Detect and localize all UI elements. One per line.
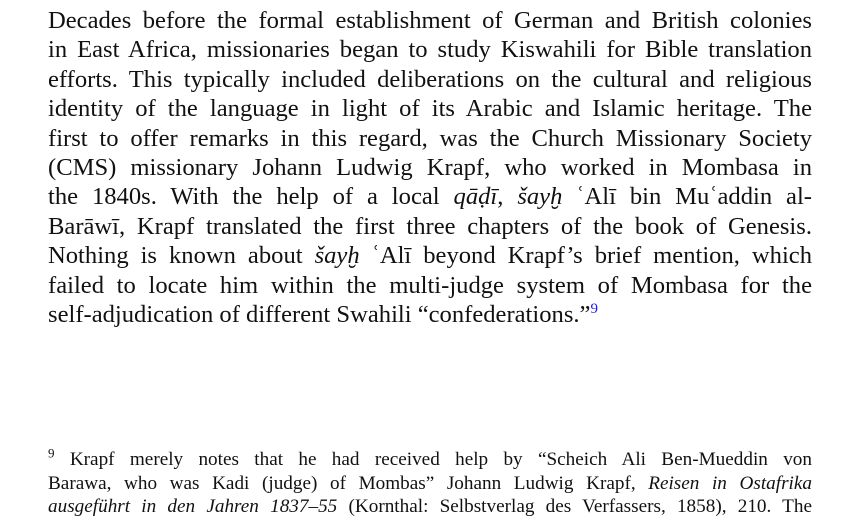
text-run: ʿAlī bin Muʿaddin al- [562,183,812,211]
text-run: Barawa, who was Kadi (judge) of Mombas” Johann Ludwig Krapf, [48,472,649,494]
text-run: Nothing is known about [48,242,315,270]
footnote-line [48,495,812,519]
text-run: the 1840s. With the help of a local [48,183,454,211]
italic-book-title: ausgeführt in den Jahren 1837–55 [48,496,338,518]
paragraph-line [48,300,812,329]
italic-book-title: Reisen in Ostafrika [648,472,812,494]
footnote-reference-link[interactable]: 9 [590,300,598,317]
paragraph-line [48,241,812,270]
paragraph-line: Barāwī, Krapf translated the first three chapters of the book of Genesis. [48,212,812,240]
paragraph-line: efforts. This typically included deliberations on the cultural and religious [48,65,812,93]
footnote-line [48,445,812,472]
footnote [48,445,812,519]
main-paragraph [48,6,812,329]
text-run: self-adjudication of different Swahili “confederations.” [48,301,591,329]
paragraph-line: first to offer remarks in this regard, was the Church Missionary Society [48,124,812,152]
paragraph-line: Decades before the formal establishment of German and British colonies [48,7,812,34]
text-run: , [497,183,518,211]
text-run: ʿAlī beyond Krapf’s brief mention, which [359,242,812,270]
paragraph-line: failed to locate him within the multi-judge system of Mombasa for the [48,271,812,299]
paragraph-line: identity of the language in light of its Arabic and Islamic heritage. The [48,95,812,123]
paragraph-line: (CMS) missionary Johann Ludwig Krapf, who worked in Mombasa in [48,154,812,182]
text-run: Krapf merely notes that he had received help by “Scheich Ali Ben-Mueddin von [54,449,812,470]
paragraph-line: in East Africa, missionaries began to study Kiswahili for Bible translation [48,36,812,64]
italic-term-sayh: šayḫ [517,183,563,211]
footnote-number: 9 [48,445,55,461]
italic-term-sayh: šayḫ [314,242,360,270]
footnote-line [48,472,812,496]
italic-term-qadi: qāḍī [453,183,498,211]
paragraph-line [48,182,812,211]
text-run: (Kornthal: Selbstverlag des Verfassers, 1858), 210. The [337,496,812,518]
